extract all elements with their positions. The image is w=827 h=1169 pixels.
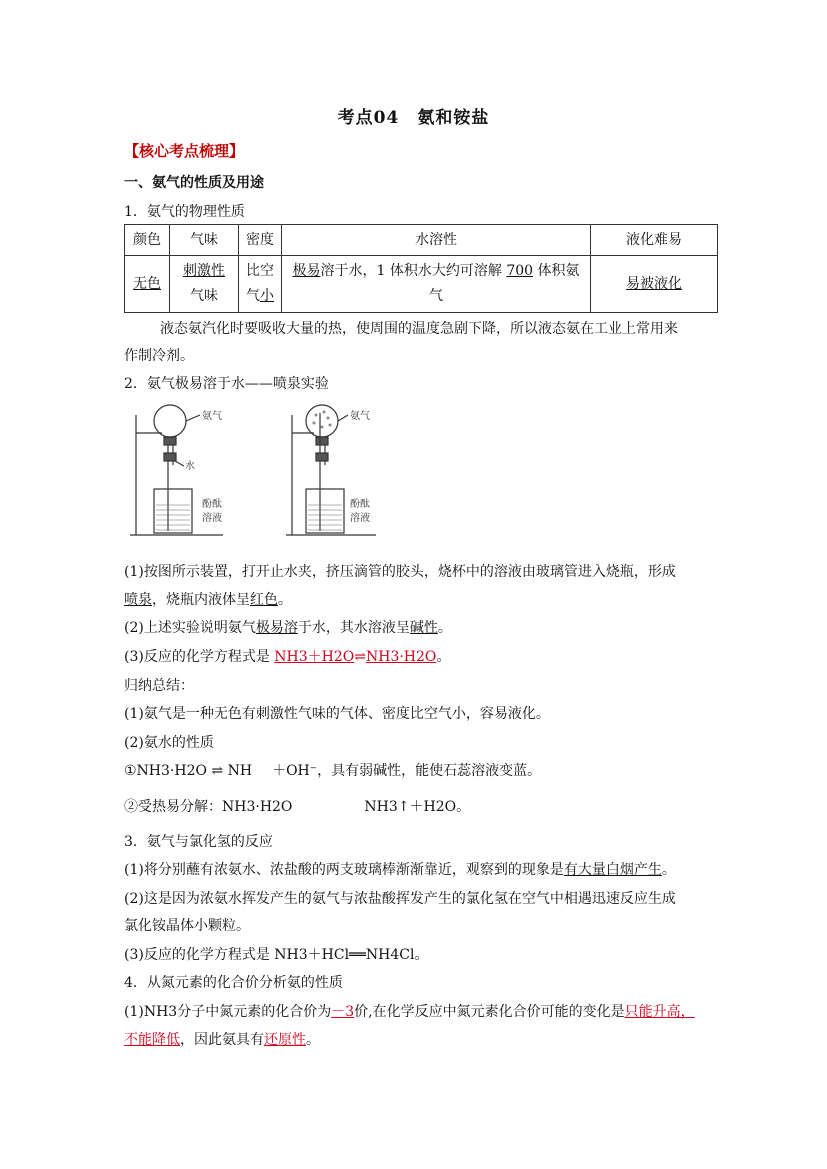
answer-very-soluble: 极易溶 xyxy=(255,620,298,636)
value-sol-d: 体积氨气 xyxy=(429,263,580,304)
label-line-gas xyxy=(186,415,200,421)
equation-reactants: NH3＋H2O xyxy=(274,649,355,665)
beaker xyxy=(154,489,192,533)
answer-white-smoke: 有大量白烟产生 xyxy=(563,862,662,878)
label-line-water xyxy=(175,461,184,466)
summary-4 xyxy=(124,796,470,816)
cell-density xyxy=(239,256,282,313)
summary-2: (2)氨水的性质 xyxy=(124,735,214,751)
value-density-c: 小 xyxy=(260,288,274,304)
header-solubility: 水溶性 xyxy=(282,225,591,256)
label-gas-2: 氨气 xyxy=(350,411,370,422)
header-liquefaction: 液化难易 xyxy=(591,225,718,256)
physical-properties-table xyxy=(124,224,718,313)
page-title: 考点04 氨和铵盐 xyxy=(337,108,490,128)
stopper xyxy=(164,437,176,445)
s4-a: ②受热易分解：NH3·H2O xyxy=(124,799,293,815)
flask-2 xyxy=(306,405,338,437)
label-solution-1: 酚酞 xyxy=(202,499,222,510)
h1-end: 。 xyxy=(661,862,676,878)
s3-b: NH xyxy=(227,763,253,779)
subheading-valence: 4．从氮元素的化合价分析氨的性质 xyxy=(124,975,343,991)
label-solution-2a: 酚酞 xyxy=(350,499,370,510)
paragraph-liquid-ammonia-2: 作制冷剂。 xyxy=(124,348,194,364)
question-2 xyxy=(124,617,452,637)
label-solution-2b: 溶液 xyxy=(350,513,370,524)
label-solution-2: 溶液 xyxy=(202,513,222,524)
hcl-3: (3)反应的化学方程式是 NH3＋HCl══NH4Cl。 xyxy=(124,947,429,963)
cell-color xyxy=(125,256,170,313)
q2-end: 。 xyxy=(437,620,452,636)
fountain-apparatus-before xyxy=(128,403,258,543)
answer-only-increase: 只能升高， xyxy=(624,1004,695,1020)
s4-b: NH3↑＋H2O。 xyxy=(364,799,471,815)
v2-b: ，因此氨具有 xyxy=(180,1032,264,1048)
valence-1-line-b xyxy=(124,1029,320,1049)
header-density: 密度 xyxy=(239,225,282,256)
cell-solubility xyxy=(282,256,591,313)
answer-minus-three: －3 xyxy=(331,1004,355,1020)
s3-a: ①NH3·H2O xyxy=(124,763,207,779)
value-liquefy: 易被液化 xyxy=(626,275,682,292)
q3-text: (3)反应的化学方程式是 xyxy=(124,649,275,665)
table-header-row xyxy=(125,225,718,256)
s3-c: ＋OH⁻，具有弱碱性，能使石蕊溶液变蓝。 xyxy=(272,763,542,779)
summary-heading: 归纳总结： xyxy=(124,678,194,694)
h1-a: (1)将分别蘸有浓氨水、浓盐酸的两支玻璃棒渐渐靠近，观察到的现象是 xyxy=(124,862,564,878)
label-gas: 氨气 xyxy=(202,411,222,422)
value-sol-b: 溶于水，1 体积水大约可溶解 xyxy=(320,263,507,279)
header-color: 颜色 xyxy=(125,225,170,256)
hcl-1 xyxy=(124,859,676,879)
summary-3 xyxy=(124,760,541,780)
paragraph-liquid-ammonia-1: 液态氨汽化时要吸收大量的热，使周围的温度急剧下降，所以液态氨在工业上常用来 xyxy=(160,321,678,337)
beaker-2 xyxy=(306,489,344,533)
v1-a: (1)NH3分子中氮元素的化合价为 xyxy=(124,1004,332,1020)
answer-alkaline: 碱性 xyxy=(409,620,438,636)
value-sol-c: 700 xyxy=(506,263,534,279)
answer-fountain: 喷泉 xyxy=(124,592,152,608)
q3-end: 。 xyxy=(436,649,451,665)
cell-smell xyxy=(170,256,239,313)
q2-text-c: 于水，其水溶液呈 xyxy=(297,620,410,636)
question-1-line-a: (1)按图所示装置，打开止水夹，挤压滴管的胶头，烧杯中的溶液由玻璃管进入烧瓶，形成 xyxy=(124,564,676,580)
clip xyxy=(164,453,176,461)
cell-liquefaction xyxy=(591,256,718,313)
flask xyxy=(154,405,186,437)
answer-reducing: 还原性 xyxy=(264,1032,306,1048)
summary-1: (1)氨气是一种无色有刺激性气味的气体、密度比空气小，容易液化。 xyxy=(124,706,550,722)
equilibrium-arrow-icon: ⇌ xyxy=(206,763,228,779)
answer-red: 红色 xyxy=(250,592,278,608)
value-smell-a: 刺激性 xyxy=(183,263,225,279)
value-density-a: 比空 xyxy=(246,263,274,279)
value-smell-b: 气味 xyxy=(190,288,218,304)
heading-ammonia-properties: 一、氨气的性质及用途 xyxy=(124,175,264,191)
header-smell: 气味 xyxy=(170,225,239,256)
label-water: 水 xyxy=(185,461,195,472)
fountain-apparatus-after xyxy=(276,403,406,543)
equilibrium-arrow-icon: ⇌ xyxy=(354,649,366,665)
question-3 xyxy=(124,646,450,666)
q2-text-a: (2)上述实验说明氨气 xyxy=(124,620,256,636)
value-sol-a: 极易 xyxy=(292,263,321,279)
q1-text: ，烧瓶内液体呈 xyxy=(152,592,250,608)
subheading-fountain: 2．氨气极易溶于水——喷泉实验 xyxy=(124,376,329,392)
v2-end: 。 xyxy=(306,1032,320,1048)
hcl-2-line-a: (2)这是因为浓氨水挥发产生的氨气与浓盐酸挥发产生的氯化氢在空气中相遇迅速反应生成 xyxy=(124,891,676,907)
question-1-line-b xyxy=(124,589,292,609)
v1-c: 价,在化学反应中氮元素化合价可能的变化是 xyxy=(354,1004,625,1020)
answer-cannot-decrease: 不能降低 xyxy=(124,1032,180,1048)
q1-end: 。 xyxy=(278,592,292,608)
value-density-b: 气 xyxy=(246,288,260,304)
valence-1-line-a xyxy=(124,1001,695,1021)
subheading-physical-properties: 1．氨气的物理性质 xyxy=(124,204,245,220)
section-header: 【核心考点梳理】 xyxy=(124,142,245,160)
hcl-2-line-b: 氯化铵晶体小颗粒。 xyxy=(124,918,250,934)
table-row xyxy=(125,256,718,313)
equation-product: NH3·H2O xyxy=(365,649,437,665)
subheading-hcl-reaction: 3．氨气与氯化氢的反应 xyxy=(124,834,273,850)
value-color: 无色 xyxy=(133,275,161,292)
